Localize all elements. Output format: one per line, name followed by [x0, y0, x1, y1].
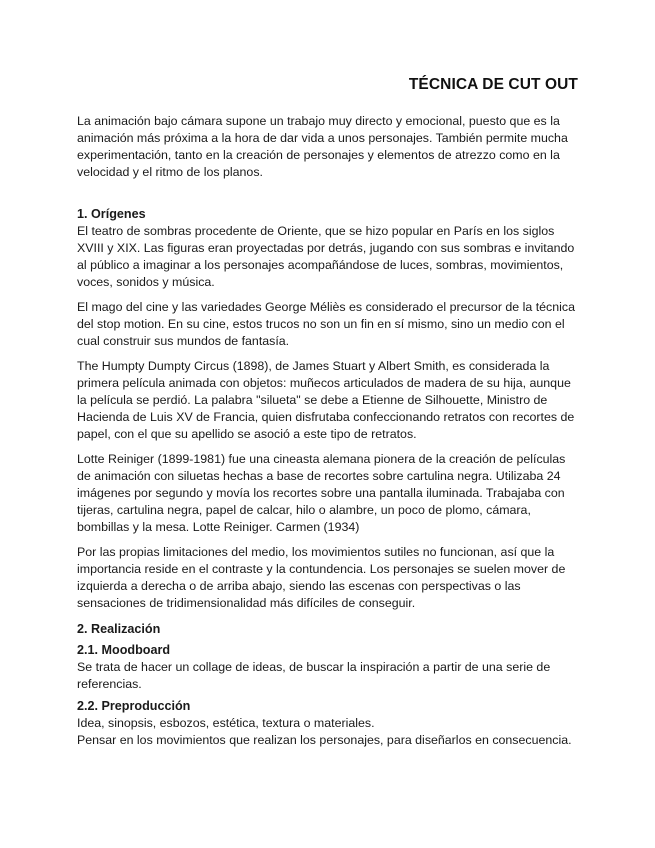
- document-body: [77, 113, 582, 749]
- subsection-heading-preproduction: 2.2. Preproducción: [77, 699, 191, 713]
- intro-paragraph: La animación bajo cámara supone un trabajo muy directo y emocional, puesto que es la animación más próxima a la hora de dar vida a unos personajes. También permite mucha experimentación, tanto en la creación de personajes y elementos de atrezzo como en la velocidad y el ritmo de los planos.: [77, 114, 568, 179]
- origins-paragraph-2: El mago del cine y las variedades George Méliès es considerado el precursor de la técnica del stop motion. En su cine, estos trucos no son un fin en sí mismo, sino un medio con el cual construir sus mundos de fantasía.: [77, 300, 575, 348]
- origins-paragraph-1: El teatro de sombras procedente de Oriente, que se hizo popular en París en los siglos XVIII y XIX. Las figuras eran proyectadas por detrás, jugando con sus sombras e invitando al público a imaginar a los personajes acompañándose de luces, sombras, movimientos, voces, sonidos y música.: [77, 224, 575, 289]
- preproduction-line-1: Idea, sinopsis, esbozos, estética, textura o materiales.: [77, 716, 375, 730]
- origins-paragraph-4: Lotte Reiniger (1899-1981) fue una cineasta alemana pionera de la creación de películas de animación con siluetas hechas a base de recortes sobre cartulina negra. Utilizaba 24 imágenes por segundo y movía los recortes sobre una pantalla iluminada. Trabajaba con tijeras, cartulina negra, papel de calcar, hilo o alambre, un poco de plomo, cámara, bombillas y la mesa. Lotte Reiniger. Carmen (1934): [77, 452, 566, 534]
- section-heading-realization: 2. Realización: [77, 622, 161, 636]
- origins-paragraph-3: The Humpty Dumpty Circus (1898), de James Stuart y Albert Smith, es considerada la primera película animada con objetos: muñecos articulados de madera de su hija, aunque la película se perdió. La palabra "silueta" se debe a Etienne de Silhouette, Ministro de Hacienda de Luis XV de Francia, quien disfrutaba confeccionando retratos con recortes de papel, con el que su apellido se asoció a este tipo de retratos.: [77, 359, 575, 441]
- preproduction-line-2: Pensar en los movimientos que realizan los personajes, para diseñarlos en consecuencia.: [77, 733, 572, 747]
- document-title: TÉCNICA DE CUT OUT: [408, 76, 578, 93]
- subsection-heading-moodboard: 2.1. Moodboard: [77, 643, 171, 657]
- moodboard-paragraph: Se trata de hacer un collage de ideas, de buscar la inspiración a partir de una serie de referencias.: [77, 660, 551, 691]
- origins-paragraph-5: Por las propias limitaciones del medio, los movimientos sutiles no funcionan, así que la importancia reside en el contraste y la contundencia. Los personajes se suelen mover de izquierda a derecha o de arriba abajo, siendo las escenas con perspectivas o las sensaciones de tridimensionalidad más difíciles de conseguir.: [77, 545, 566, 610]
- section-heading-origins: 1. Orígenes: [77, 207, 146, 221]
